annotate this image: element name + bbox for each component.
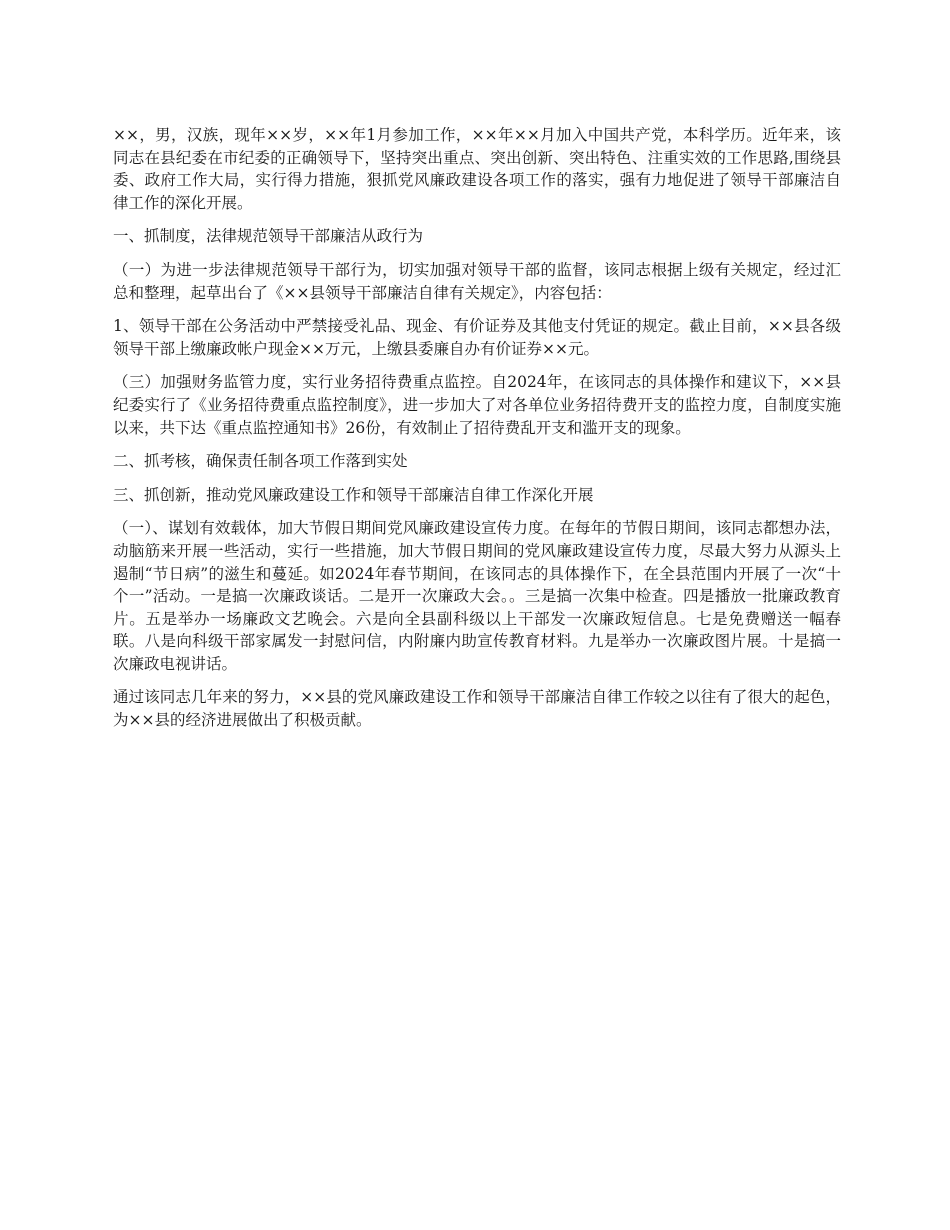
section-1-paragraph-3: （三）加强财务监管力度，实行业务招待费重点监控。自2024年，在该同志的具体操作和建议下，××县纪委实行了《业务招待费重点监控制度》，进一步加大了对各单位业务招待费开支的监控力度，自制度实施以来，共下达《重点监控通知书》26份，有效制止了招待费乱开支和滥开支的现象。	[113, 373, 841, 437]
section-heading-1: 一、抓制度，法律规范领导干部廉洁从政行为	[113, 227, 424, 246]
conclusion-paragraph: 通过该同志几年来的努力，××县的党风廉政建设工作和领导干部廉洁自律工作较之以往有了很大的起色，为××县的经济进展做出了积极贡献。	[113, 688, 841, 730]
section-3-paragraph-1: （一）、谋划有效载体，加大节假日期间党风廉政建设宣传力度。在每年的节假日期间，该同志都想办法，动脑筋来开展一些活动，实行一些措施，加大节假日期间的党风廉政建设宣传力度，尽最大努力从源头上遏制“节日病”的滋生和蔓延。如2024年春节期间，在该同志的具体操作下，在全县范围内开展了一次“十个一”活动。一是搞一次廉政谈话。二是开一次廉政大会。。三是搞一次集中检查。四是播放一批廉政教育片。五是举办一场廉政文艺晚会。六是向全县副科级以上干部发一次廉政短信息。七是免费赠送一幅春联。八是向科级干部家属发一封慰问信，内附廉内助宣传教育材料。九是举办一次廉政图片展。十是搞一次廉政电视讲话。	[113, 519, 841, 673]
section-1-paragraph-2: 1、领导干部在公务活动中严禁接受礼品、现金、有价证券及其他支付凭证的规定。截止目前，××县各级领导干部上缴廉政帐户现金××万元，上缴县委廉自办有价证券××元。	[113, 317, 841, 358]
intro-paragraph: ××，男，汉族，现年××岁，××年1月参加工作，××年××月加入中国共产党，本科学历。近年来，该同志在县纪委在市纪委的正确领导下，坚持突出重点、突出创新、突出特色、注重实效的工作思路,围绕县委、政府工作大局，实行得力措施，狠抓党风廉政建设各项工作的落实，强有力地促进了领导干部廉洁自律工作的深化开展。	[113, 126, 841, 212]
section-1-paragraph-1: （一）为进一步法律规范领导干部行为，切实加强对领导干部的监督，该同志根据上级有关规定，经过汇总和整理，起草出台了《××县领导干部廉洁自律有关规定》，内容包括：	[113, 260, 841, 302]
section-heading-2: 二、抓考核，确保责任制各项工作落到实处	[113, 452, 408, 471]
document-page	[113, 124, 841, 743]
section-heading-3: 三、抓创新，推动党风廉政建设工作和领导干部廉洁自律工作深化开展	[113, 485, 594, 504]
